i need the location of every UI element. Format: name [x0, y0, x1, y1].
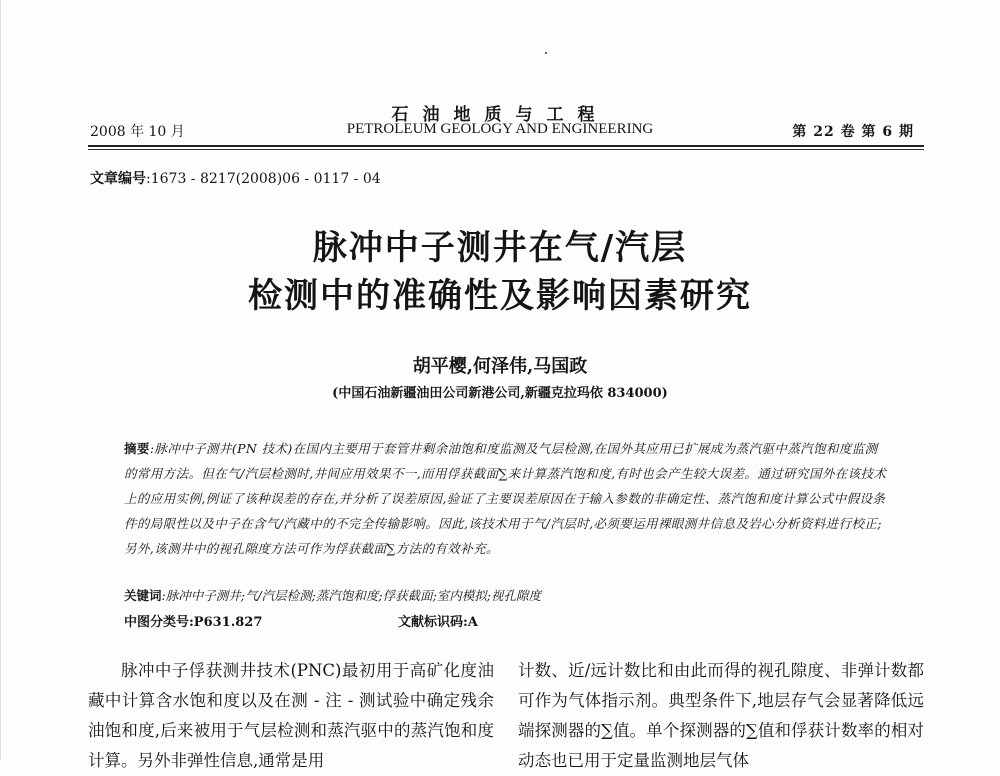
scan-speck — [545, 52, 547, 54]
abstract-text: :脉冲中子测井(PN 技术)在国内主要用于套管井剩余油饱和度监测及气层检测,在国外其应用已扩展成为蒸汽驱中蒸汽饱和度监测的常用方法。但在气/汽层检测时,井间应用效果不一,而用俘获截面∑来计算蒸汽饱和度,有时也会产生较大误差。通过研究国外在该技术上的应用实例,例证了该种误差的存在,并分析了误差原因,验证了主要误差原因在于输入参数的非确定性、蒸汽饱和度计算公式中假设条件的局限性以及中子在含气/汽藏中的不完全传输影响。因此,该技术用于气/汽层时,必须要运用裸眼测井信息及岩心分析资料进行校正;另外,该测井中的视孔隙度方法可作为俘获截面∑方法的有效补充。 — [124, 441, 887, 556]
keywords — [124, 586, 890, 604]
header-rule-thin — [88, 149, 924, 150]
authors: 胡平樱,何泽伟,马国政 — [412, 356, 588, 377]
journal-title-zh: 石油地质与工程 — [391, 105, 609, 125]
title-line-2: 检测中的准确性及影响因素研究 — [248, 276, 752, 316]
clc-number: 中图分类号:P631.827 — [124, 615, 263, 630]
keywords-label: 关键词 — [124, 588, 162, 603]
document-code: 文献标识码:A — [398, 615, 478, 630]
body-column-left: 脉冲中子俘获测井技术(PNC)最初用于高矿化度油藏中计算含水饱和度以及在测 - 注 - 测试验中确定残余油饱和度,后来被用于气层检测和蒸汽驱中的蒸汽饱和度计算。另外非弹性信息,通常是用 — [88, 661, 494, 770]
article-number-label: 文章编号 — [90, 171, 146, 187]
body-column-right: 计数、近/远计数比和由此而得的视孔隙度、非弹计数都可作为气体指示剂。典型条件下,地层存气会显著降低远端探测器的∑值。单个探测器的∑值和俘获计数率的相对动态也已用于定量监测地层气体 — [518, 661, 924, 770]
abstract — [124, 436, 890, 561]
abstract-label: 摘要 — [124, 441, 150, 456]
header-rule — [88, 145, 924, 147]
article-number-value: :1673 - 8217(2008)06 - 0117 - 04 — [146, 171, 381, 187]
journal-title-en: PETROLEUM GEOLOGY AND ENGINEERING — [346, 121, 654, 137]
volume-issue: 第 22 卷 第 6 期 — [792, 124, 914, 140]
title-line-1: 脉冲中子测井在气/汽层 — [312, 228, 688, 268]
affiliation: (中国石油新疆油田公司新港公司,新疆克拉玛依 834000) — [332, 386, 668, 401]
keywords-text: :脉冲中子测井;气/汽层检测;蒸汽饱和度;俘获截面;室内模拟;视孔隙度 — [161, 588, 541, 603]
issue-date: 2008 年 10 月 — [90, 124, 185, 140]
article-number — [90, 168, 381, 188]
